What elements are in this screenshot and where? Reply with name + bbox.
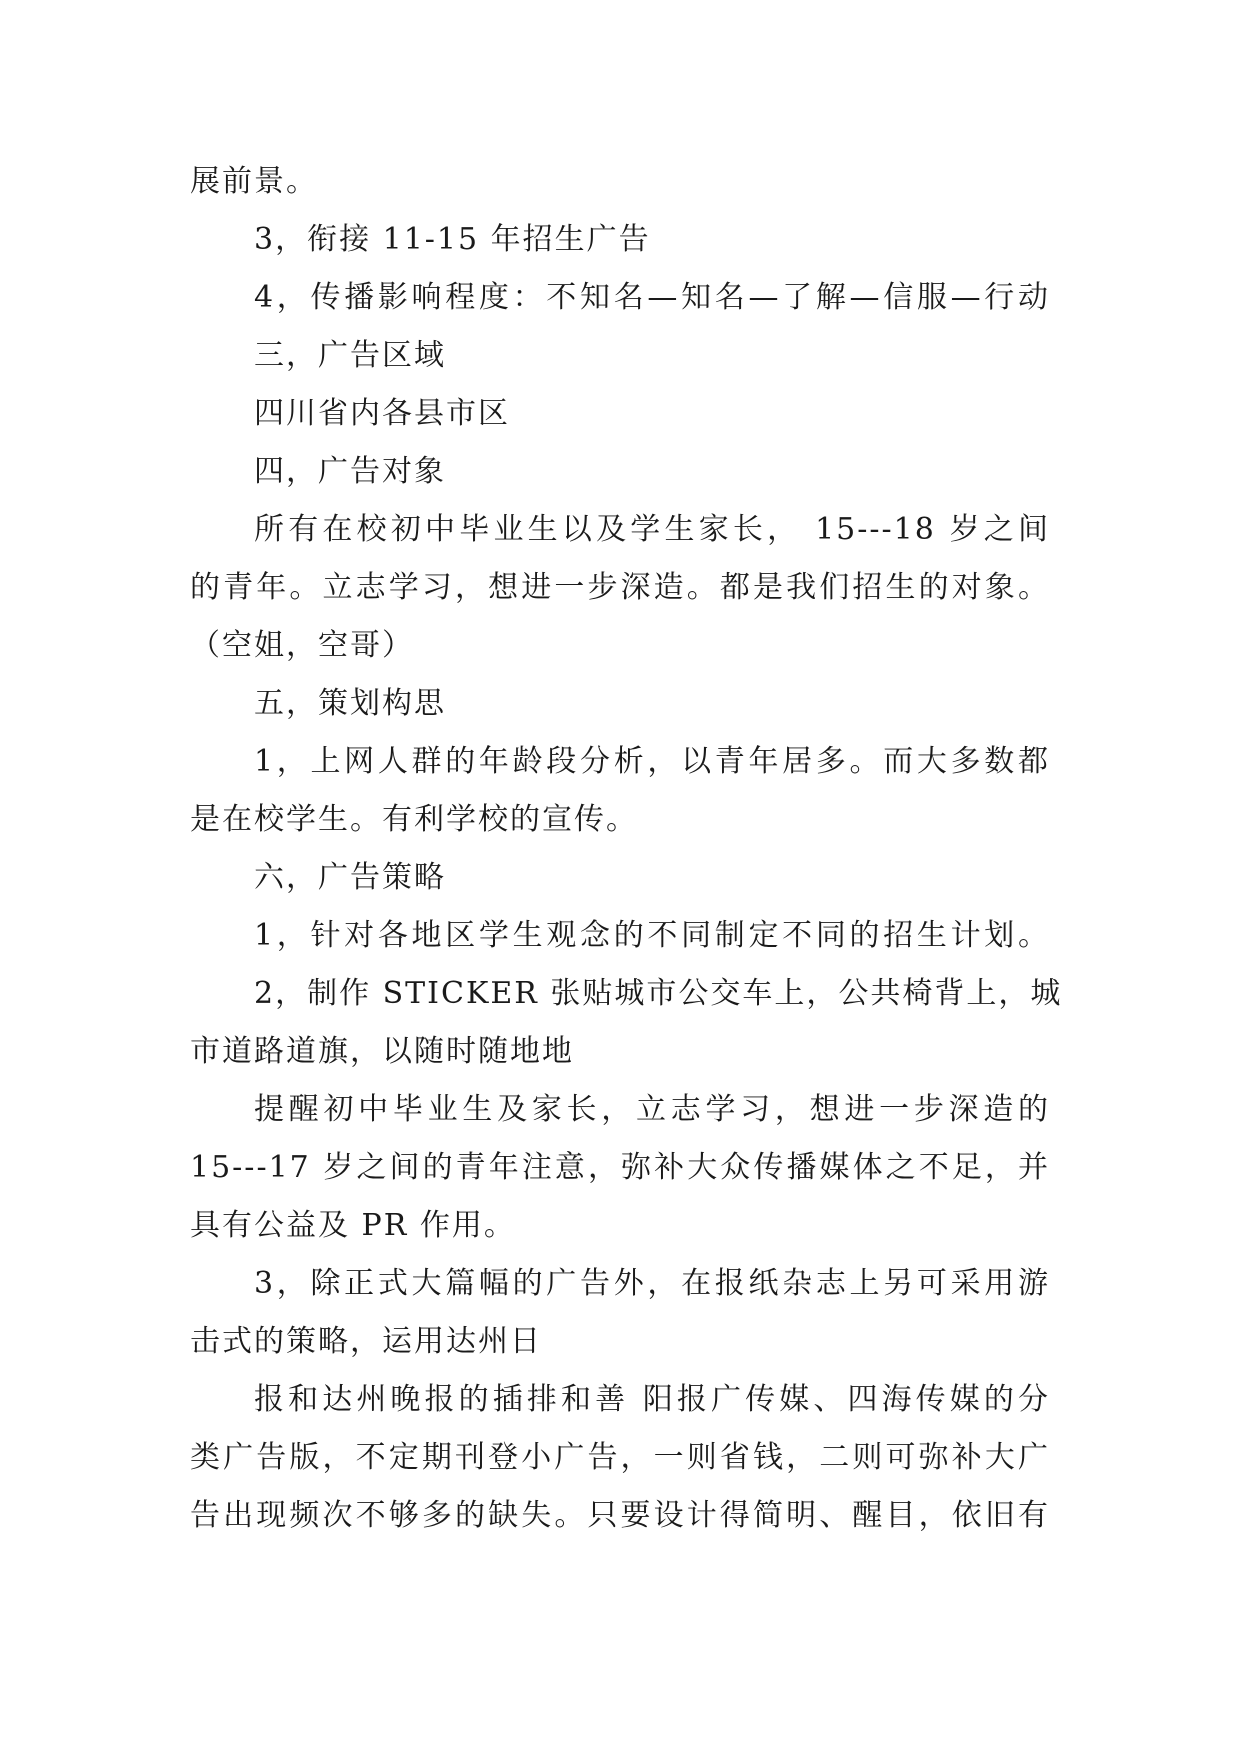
text-line: 展前景。 <box>190 164 318 199</box>
text-line: 报和达州晚报的插排和善 阳报广传媒、四海传媒的分 <box>254 1382 1050 1417</box>
text-line: 4，传播影响程度：不知名—知名—了解—信服—行动 <box>254 280 1050 315</box>
text-line: 是在校学生。有利学校的宣传。 <box>190 802 638 837</box>
text-line: （空姐，空哥） <box>190 628 414 663</box>
text-line: 所有在校初中毕业生以及学生家长， 15---18 岁之间 <box>254 512 1050 547</box>
section-heading: 五，策划构思 <box>254 686 446 721</box>
text-line: 1，针对各地区学生观念的不同制定不同的招生计划。 <box>254 918 1050 953</box>
text-line: 的青年。立志学习，想进一步深造。都是我们招生的对象。 <box>190 570 1050 605</box>
text-line: 1，上网人群的年龄段分析，以青年居多。而大多数都 <box>254 744 1050 779</box>
text-line: 15---17 岁之间的青年注意，弥补大众传播媒体之不足，并 <box>190 1150 1050 1185</box>
text-line: 3，除正式大篇幅的广告外，在报纸杂志上另可采用游 <box>254 1266 1050 1301</box>
text-line: 市道路道旗，以随时随地地 <box>190 1034 574 1069</box>
section-heading: 四，广告对象 <box>254 454 446 489</box>
text-line: 3，衔接 11-15 年招生广告 <box>254 222 651 257</box>
section-heading: 六，广告策略 <box>254 860 446 895</box>
text-line: 击式的策略，运用达州日 <box>190 1324 542 1359</box>
text-line: 告出现频次不够多的缺失。只要设计得简明、醒目，依旧有 <box>190 1498 1050 1533</box>
text-line: 类广告版，不定期刊登小广告，一则省钱，二则可弥补大广 <box>190 1440 1050 1475</box>
text-line: 提醒初中毕业生及家长，立志学习，想进一步深造的 <box>254 1092 1050 1127</box>
text-line: 2，制作 STICKER 张贴城市公交车上，公共椅背上，城 <box>254 976 1063 1011</box>
text-line: 四川省内各县市区 <box>254 396 510 431</box>
text-line: 具有公益及 PR 作用。 <box>190 1208 516 1243</box>
document-body <box>190 153 1063 1545</box>
section-heading: 三，广告区域 <box>254 338 446 373</box>
